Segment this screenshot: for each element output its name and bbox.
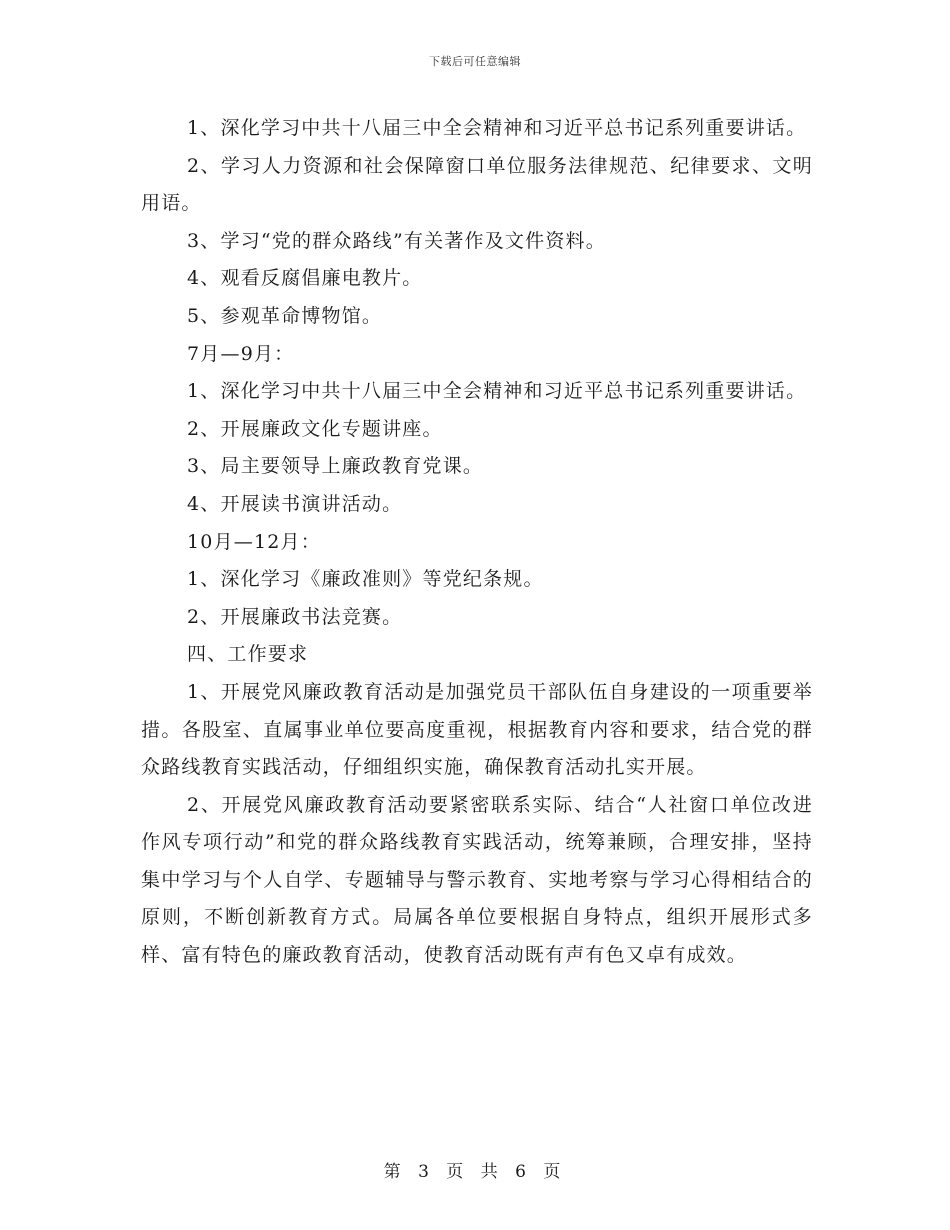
page-header: 下载后可任意编辑 bbox=[429, 55, 521, 68]
section-heading-jul-sep: 7月—9月： bbox=[187, 342, 295, 365]
document-body bbox=[141, 110, 813, 975]
paragraph: 1、深化学习《廉政准则》等党纪条规。 bbox=[187, 568, 544, 591]
section-heading-oct-dec: 10月—12月： bbox=[187, 530, 321, 553]
paragraph: 1、深化学习中共十八届三中全会精神和习近平总书记系列重要讲话。 bbox=[187, 380, 807, 403]
paragraph: 2、开展廉政文化专题讲座。 bbox=[187, 417, 443, 440]
paragraph: 5、参观革命博物馆。 bbox=[187, 304, 383, 327]
paragraph: 2、学习人力资源和社会保障窗口单位服务法律规范、纪律要求、文明用语。 bbox=[141, 154, 813, 215]
paragraph: 1、深化学习中共十八届三中全会精神和习近平总书记系列重要讲话。 bbox=[187, 117, 807, 139]
paragraph: 1、开展党风廉政教育活动是加强党员干部队伍自身建设的一项重要举措。各股室、直属事业单位要高度重视，根据教育内容和要求，结合党的群众路线教育实践活动，仔细组织实施，确保教育活动扎实开展。 bbox=[141, 680, 813, 779]
section-heading-work-requirements: 四、工作要求 bbox=[187, 643, 309, 666]
paragraph: 4、开展读书演讲活动。 bbox=[187, 492, 403, 515]
paragraph: 4、观看反腐倡廉电教片。 bbox=[187, 267, 423, 290]
paragraph: 2、开展廉政书法竞赛。 bbox=[187, 605, 403, 628]
paragraph: 2、开展党风廉政教育活动要紧密联系实际、结合“人社窗口单位改进作风专项行动”和党的群众路线教育实践活动，统筹兼顾，合理安排，坚持集中学习与个人自学、专题辅导与警示教育、实地考察与学习心得相结合的原则，不断创新教育方式。局属各单位要根据自身特点，组织开展形式多样、富有特色的廉政教育活动，使教育活动既有声有色又卓有成效。 bbox=[141, 793, 813, 967]
page-number-footer: 第 3 页 共 6 页 bbox=[383, 1162, 567, 1182]
paragraph: 3、学习“党的群众路线”有关著作及文件资料。 bbox=[187, 229, 606, 252]
paragraph: 3、局主要领导上廉政教育党课。 bbox=[187, 455, 484, 478]
